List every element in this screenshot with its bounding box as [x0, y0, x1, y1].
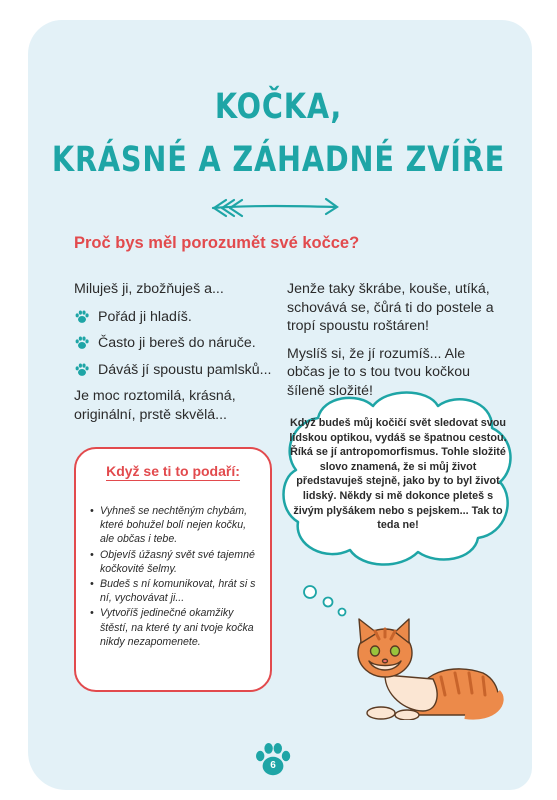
right-paragraph-2: Myslíš si, že jí rozumíš... Ale občas je to s tou tvou kočkou šíleně složité! — [287, 345, 470, 399]
cat-illustration — [345, 615, 505, 720]
section-heading: Proč bys měl porozumět své kočce? — [74, 234, 360, 252]
list-item: • Budeš s ní komunikovat, hrát si s ní, vychovávat ji... — [90, 577, 262, 605]
bullet-text: Dáváš jí spoustu pamlsků... — [98, 361, 272, 378]
tips-list — [90, 504, 262, 650]
list-item: • Vytvoříš jedinečné okamžiky štěstí, na které ty ani tvoje kočka nikdy nezapomenete. — [90, 606, 262, 649]
tips-box-title — [76, 463, 270, 479]
tips-box-title-text: Když se ti to podaří: — [106, 463, 240, 479]
bullet-text: Pořád ji hladíš. — [98, 308, 192, 325]
left-outro: Je moc roztomilá, krásná, originální, prstě skvělá... — [74, 388, 236, 423]
list-item: • Objevíš úžasný svět své tajemné kočkovité šelmy. — [90, 548, 262, 576]
page-number: 6 — [270, 760, 276, 771]
thought-cloud-text: Když budeš můj kočičí svět sledovat svou lidskou optikou, vydáš se špatnou cestou. Říká se jí antropomorfismus. Tohle složité slovo znamená, že si můj život představuješ stejně, jako by to byl život lidský. Někdy si mě dokonce pleteš s živým plyšákem nebo s pejskem... Tak to teda ne! — [289, 417, 507, 532]
list-item — [74, 334, 274, 353]
paw-icon — [74, 309, 90, 325]
right-paragraph-1: Jenže taky škrábe, kouše, utíká, schovává se, čůrá ti do postele a tropí spoustu roštáren! — [287, 281, 494, 334]
page-title-line1: KOČKA, — [214, 87, 343, 127]
list-item: • Vyhneš se nechtěným chybám, které bohužel bolí nejen kočku, ale občas i tebe. — [90, 504, 262, 547]
list-item — [74, 308, 274, 327]
left-intro: Miluješ ji, zbožňuješ a... — [74, 281, 224, 297]
left-column — [74, 280, 274, 433]
list-item — [74, 361, 274, 380]
thought-dots — [300, 580, 360, 620]
arrow-icon — [208, 192, 343, 222]
page-title-line2: KRÁSNÉ A ZÁHADNÉ ZVÍŘE — [51, 140, 506, 180]
bullet-text: Často ji bereš do náruče. — [98, 335, 256, 351]
tips-box — [74, 447, 272, 692]
paw-icon — [74, 362, 90, 378]
paw-icon — [74, 335, 90, 351]
